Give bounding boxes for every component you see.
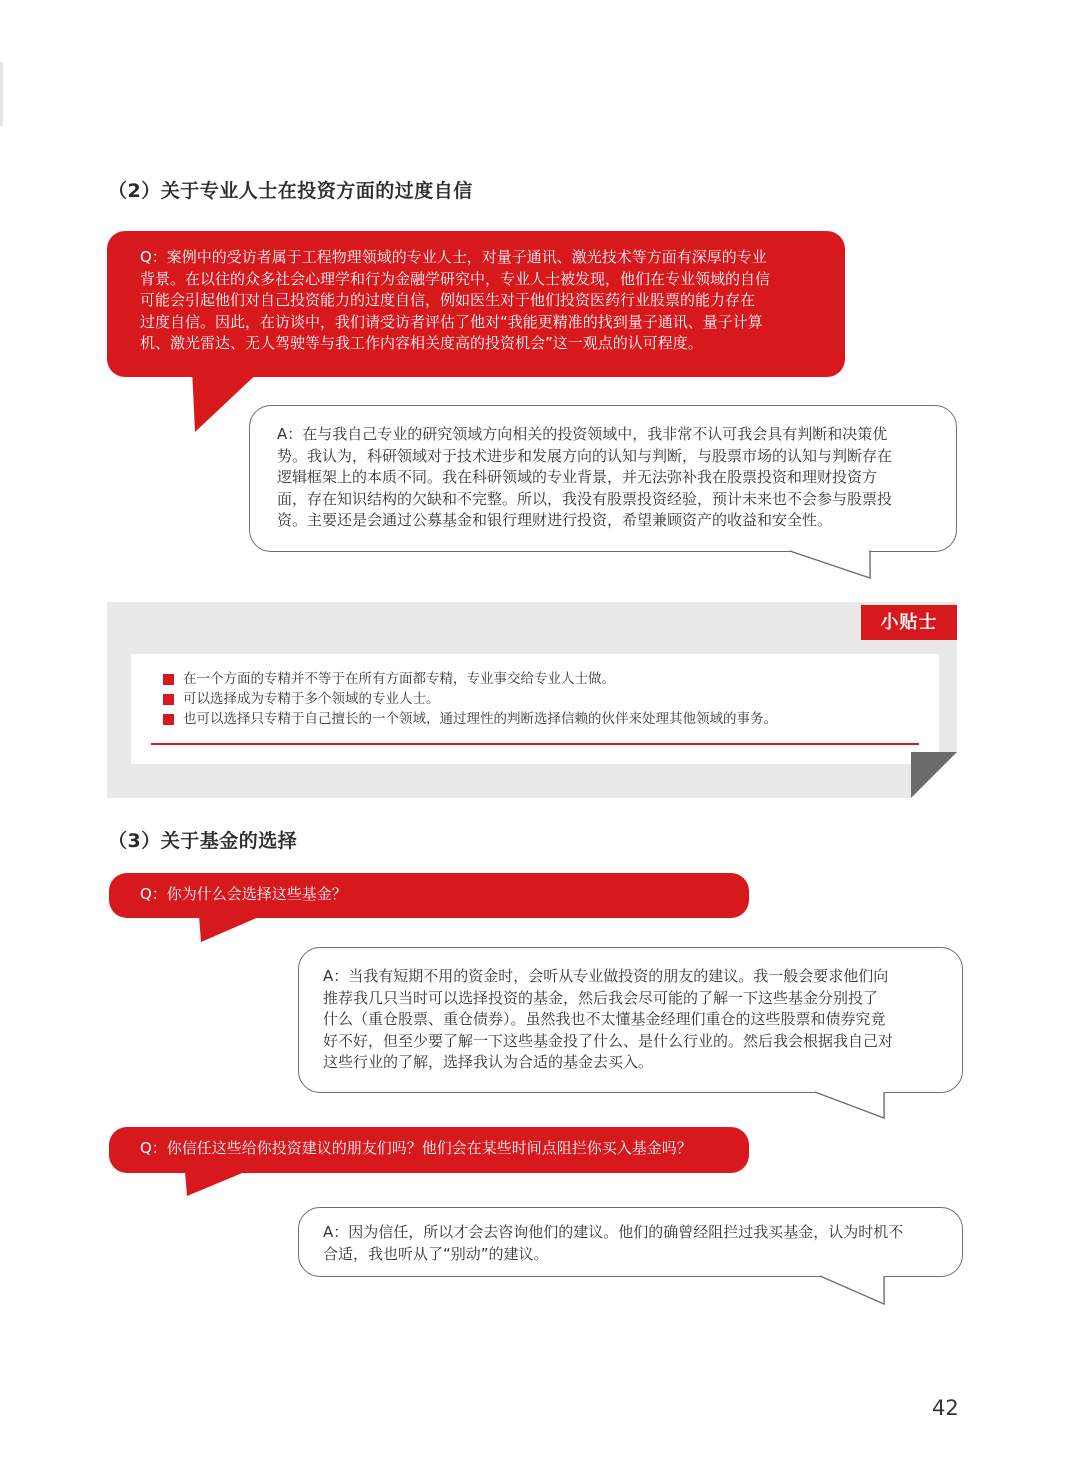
text-line: 面，存在知识结构的欠缺和不完整。所以，我没有股票投资经验，预计未来也不会参与股票投 — [277, 489, 893, 508]
tips-badge: 小贴士 — [861, 605, 957, 640]
question-1-text — [140, 247, 845, 355]
page-number: 42 — [932, 1396, 959, 1420]
text-line: 过度自信。因此，在访谈中，我们请受访者评估了他对“我能更精准的找到量子通讯、量子计算 — [140, 312, 763, 331]
text-line: 背景。在以往的众多社会心理学和行为金融学研究中，专业人士被发现，他们在专业领域的自信 — [140, 269, 771, 288]
answer-3-text — [323, 1222, 962, 1265]
text-line: 推荐我几只当时可以选择投资的基金，然后我会尽可能的了解一下这些基金分别投了 — [323, 988, 879, 1007]
tip-item — [163, 669, 939, 689]
text-line: A：因为信任，所以才会去咨询他们的建议。他们的确曾经阻拦过我买基金，认为时机不 — [323, 1223, 904, 1241]
text-line: 机、激光雷达、无人驾驶等与我工作内容相关度高的投资机会”这一观点的认可程度。 — [140, 334, 703, 353]
question-2-text: Q：你为什么会选择这些基金？ — [140, 885, 347, 903]
answer-2-text — [323, 966, 962, 1074]
tips-box — [107, 602, 957, 798]
text-line: 可能会引起他们对自己投资能力的过度自信，例如医生对于他们投资医药行业股票的能力存在 — [140, 291, 756, 310]
section-3-heading: （3）关于基金的选择 — [108, 830, 298, 852]
text-line: 资。主要还是会通过公募基金和银行理财进行投资，希望兼顾资产的收益和安全性。 — [277, 511, 833, 530]
question-bubble-1 — [107, 231, 845, 377]
tips-list — [131, 654, 939, 764]
page-fold-icon — [911, 752, 957, 798]
tip-text: 在一个方面的专精并不等于在所有方面都专精，专业事交给专业人士做。 — [183, 671, 615, 687]
answer-bubble-3 — [298, 1207, 963, 1277]
text-line: 这些行业的了解，选择我认为合适的基金去买入。 — [323, 1053, 654, 1072]
tip-item — [163, 689, 939, 709]
text-line: A：当我有短期不用的资金时，会听从专业做投资的朋友的建议。我一般会要求他们向 — [323, 967, 889, 985]
edge-mark — [0, 62, 3, 126]
tip-text: 可以选择成为专精于多个领域的专业人士。 — [183, 691, 440, 707]
question-3-text: Q：你信任这些给你投资建议的朋友们吗？他们会在某些时间点阻拦你买入基金吗？ — [140, 1139, 692, 1157]
text-line: Q：案例中的受访者属于工程物理领域的专业人士，对量子通讯、激光技术等方面有深厚的专业 — [140, 248, 767, 266]
text-line: 什么（重仓股票、重仓债券）。虽然我也不太懂基金经理们重仓的这些股票和债券究竟 — [323, 1010, 886, 1029]
bubble-tail-icon — [185, 1171, 247, 1197]
text-line: A：在与我自己专业的研究领域方向相关的投资领域中，我非常不认可我会具有判断和决策优 — [277, 425, 888, 443]
section-2-heading: （2）关于专业人士在投资方面的过度自信 — [108, 180, 473, 202]
divider — [151, 743, 919, 745]
answer-1-text — [277, 424, 956, 532]
question-bubble-3 — [109, 1127, 749, 1173]
square-bullet-icon — [163, 674, 174, 685]
square-bullet-icon — [163, 714, 174, 725]
text-line: 逻辑框架上的本质不同。我在科研领域的专业背景，并无法弥补我在股票投资和理财投资方 — [277, 468, 878, 487]
answer-bubble-2 — [298, 947, 963, 1093]
question-bubble-2 — [109, 873, 749, 918]
bubble-tail-icon — [199, 916, 261, 943]
text-line: 势。我认为，科研领域对于技术进步和发展方向的认知与判断，与股票市场的认知与判断存在 — [277, 446, 893, 465]
text-line: 合适，我也听从了“别动”的建议。 — [323, 1244, 549, 1263]
text-line: 好不好，但至少要了解一下这些基金投了什么、是什么行业的。然后我会根据我自己对 — [323, 1031, 894, 1050]
tip-text: 也可以选择只专精于自己擅长的一个领域，通过理性的判断选择信赖的伙伴来处理其他领域的事务。 — [183, 711, 777, 727]
tip-item — [163, 709, 939, 729]
square-bullet-icon — [163, 694, 174, 705]
answer-bubble-1 — [249, 405, 957, 552]
